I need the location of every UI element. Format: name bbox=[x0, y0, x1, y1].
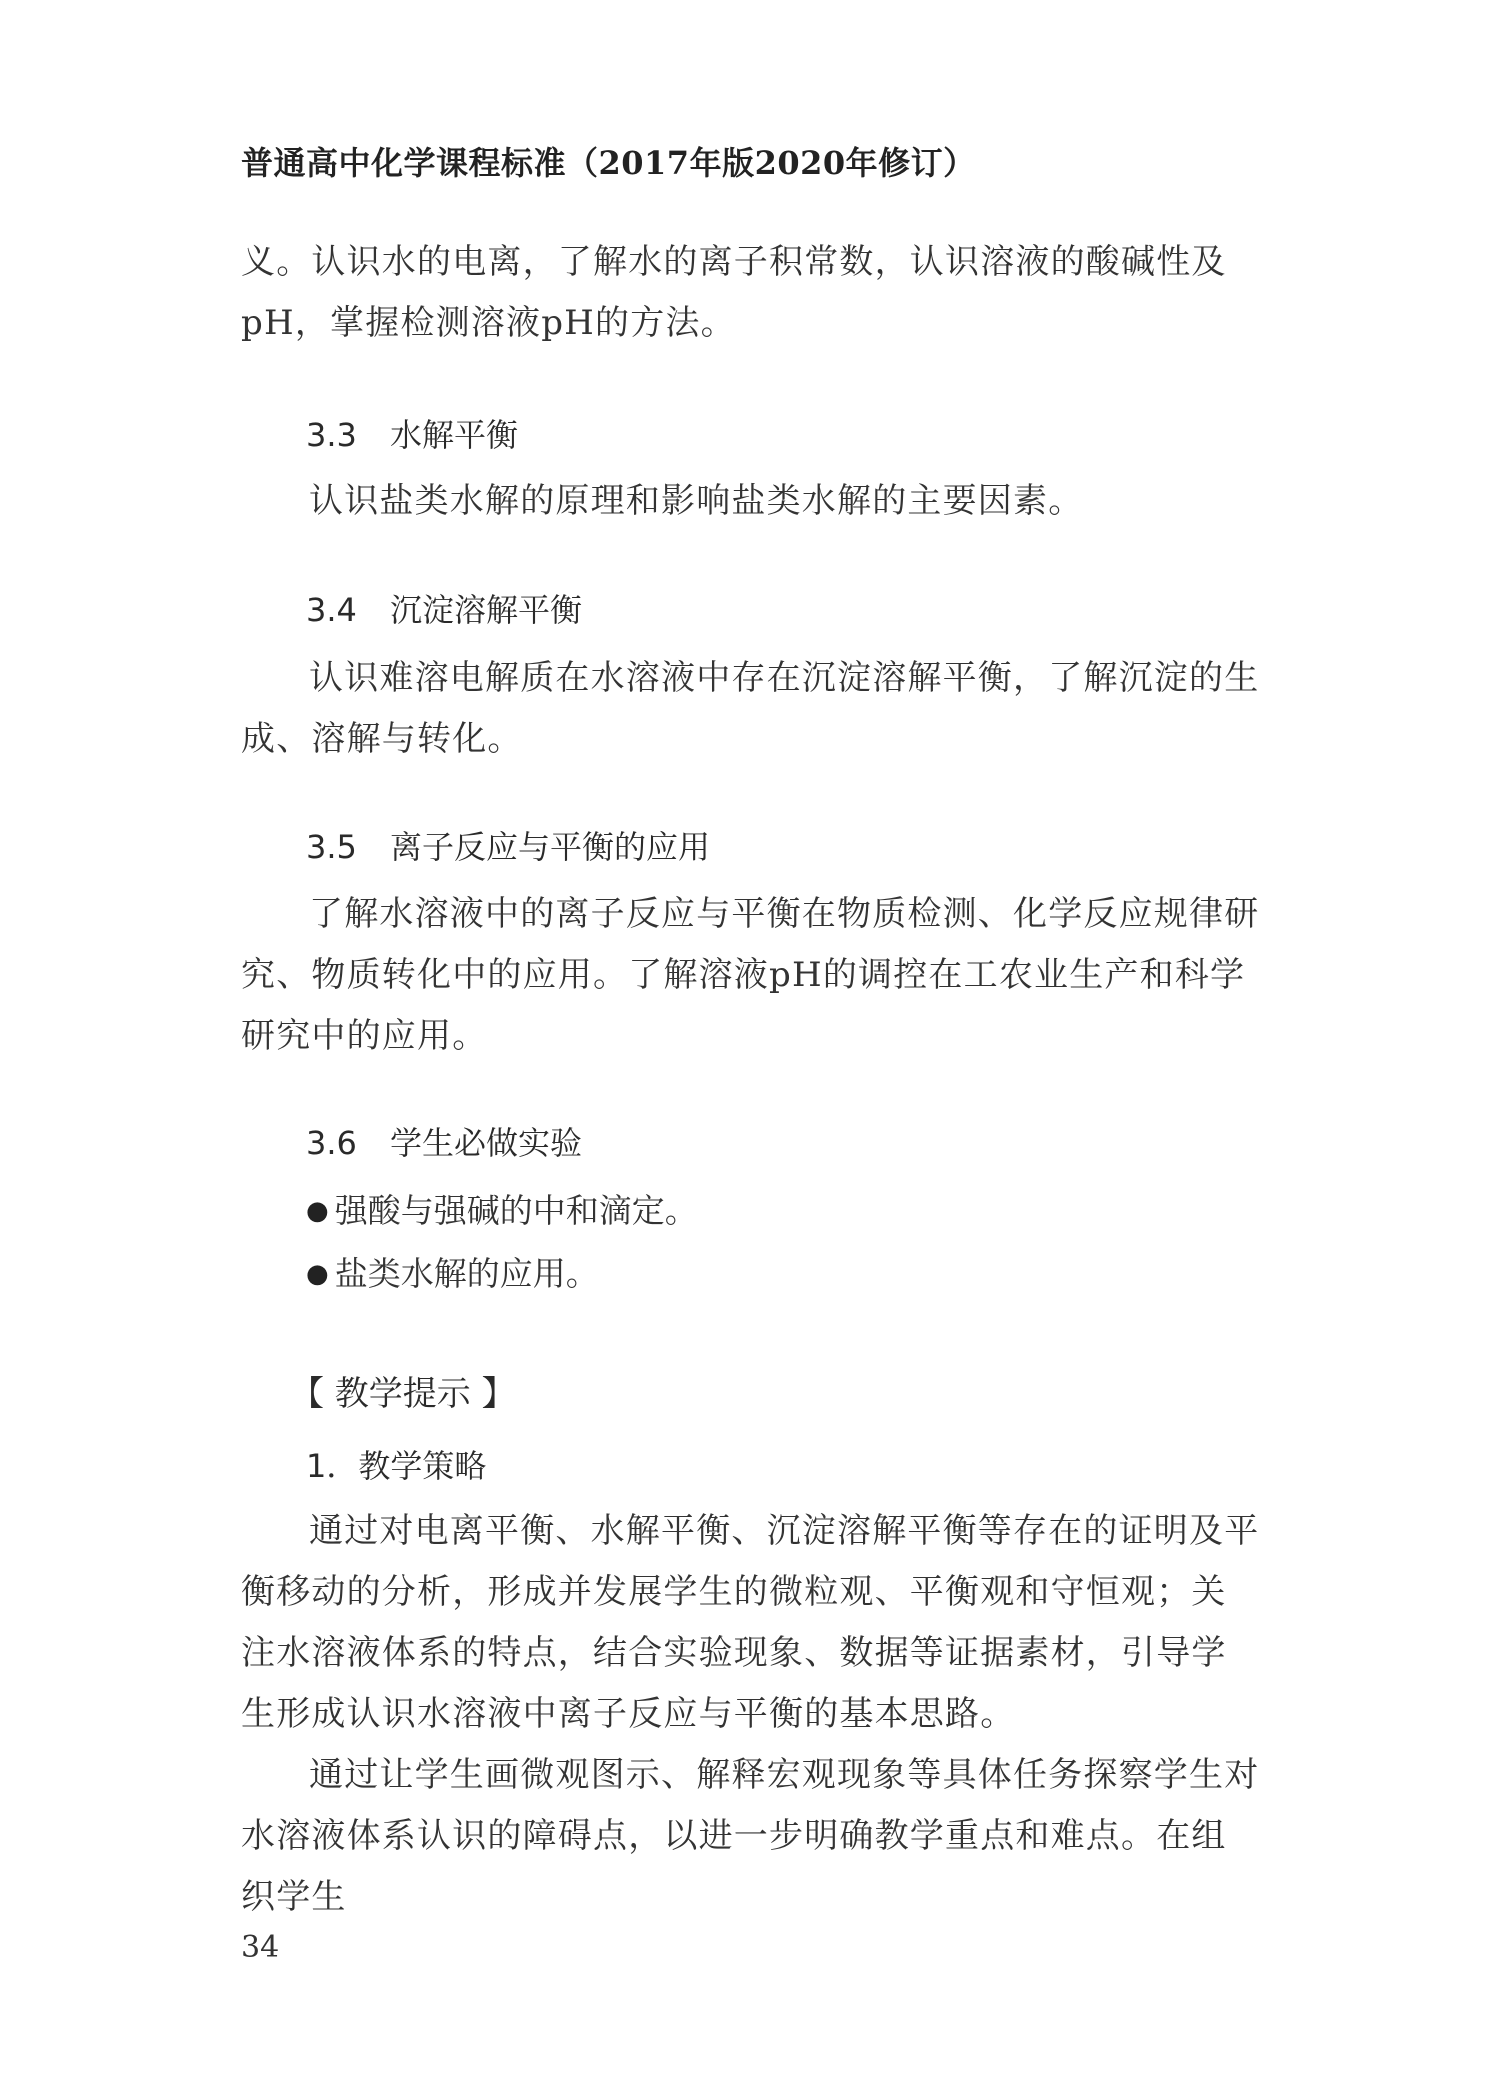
section-heading-3-5 bbox=[306, 822, 710, 868]
bullet-icon: ● bbox=[306, 1259, 329, 1289]
section-title: 水解平衡 bbox=[390, 416, 519, 454]
section-body-3-3: 认识盐类水解的原理和影响盐类水解的主要因素。 bbox=[309, 481, 1084, 521]
experiment-text: 盐类水解的应用。 bbox=[334, 1254, 599, 1293]
section-body-3-4: 认识难溶电解质在水溶液中存在沉淀溶解平衡，了解沉淀的生成、溶解与转化。 bbox=[241, 658, 1260, 759]
section-number: 3.6 bbox=[306, 1124, 357, 1162]
section-heading-3-6 bbox=[306, 1118, 582, 1164]
section-title: 沉淀溶解平衡 bbox=[390, 591, 583, 629]
section-number: 3.4 bbox=[306, 591, 357, 629]
section-title: 离子反应与平衡的应用 bbox=[390, 828, 711, 866]
experiment-item bbox=[306, 1248, 599, 1295]
page-number: 34 bbox=[241, 1930, 280, 1965]
section-heading-3-3 bbox=[306, 410, 518, 456]
teaching-paragraph: 通过对电离平衡、水解平衡、沉淀溶解平衡等存在的证明及平衡移动的分析，形成并发展学生的微粒观、平衡观和守恒观；关注水溶液体系的特点，结合实验现象、数据等证据素材，引导学生形成认识水溶液中离子反应与平衡的基本思路。 bbox=[241, 1511, 1260, 1734]
experiment-item bbox=[306, 1185, 698, 1232]
bullet-icon: ● bbox=[306, 1196, 329, 1226]
continuation-paragraph: 义。认识水的电离，了解水的离子积常数，认识溶液的酸碱性及pH，掌握检测溶液pH的方法。 bbox=[241, 242, 1227, 343]
section-heading-3-4 bbox=[306, 585, 582, 631]
section-body-3-5: 了解水溶液中的离子反应与平衡在物质检测、化学反应规律研究、物质转化中的应用。了解溶液pH的调控在工农业生产和科学研究中的应用。 bbox=[241, 894, 1260, 1056]
section-number: 3.3 bbox=[306, 416, 357, 454]
teaching-paragraph: 通过让学生画微观图示、解释宏观现象等具体任务探察学生对水溶液体系认识的障碍点，以进一步明确教学重点和难点。在组织学生 bbox=[241, 1755, 1260, 1917]
teaching-tips-label: 【 教学提示 】 bbox=[290, 1374, 516, 1414]
running-title: 普通高中化学课程标准（2017年版2020年修订） bbox=[241, 144, 976, 182]
experiment-text: 强酸与强碱的中和滴定。 bbox=[334, 1191, 698, 1230]
section-number: 3.5 bbox=[306, 828, 357, 866]
section-title: 学生必做实验 bbox=[390, 1124, 583, 1162]
teaching-strategy-heading: 1．教学策略 bbox=[306, 1447, 487, 1485]
